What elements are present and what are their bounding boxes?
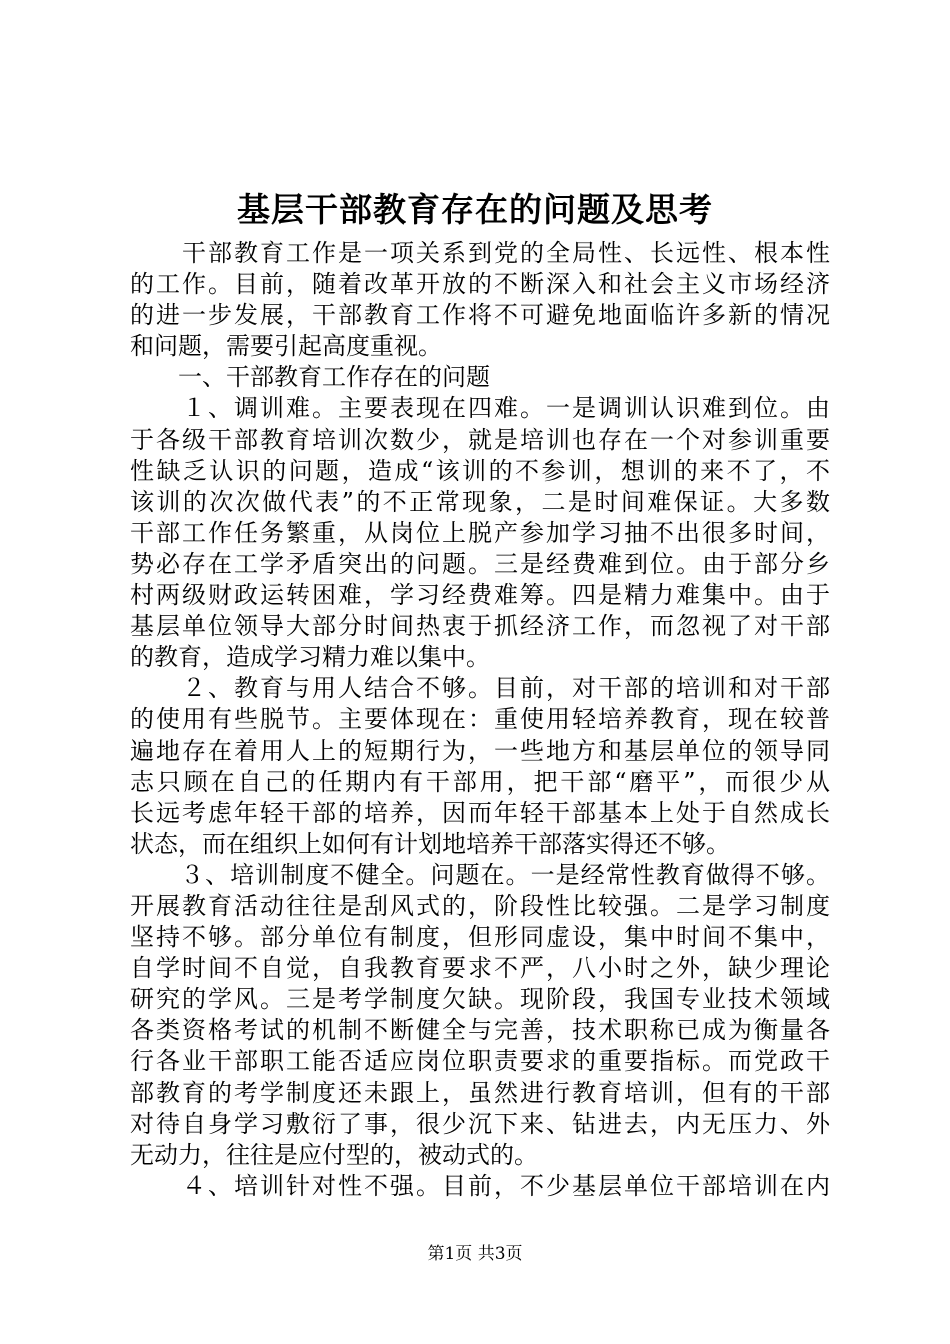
document-title: 基层干部教育存在的问题及思考 bbox=[237, 190, 713, 229]
text-line: ３、培训制度不健全。问题在。一是经常性教育做得不够。 bbox=[130, 860, 830, 889]
text-line: 干部工作任务繁重，从岗位上脱产参加学习抽不出很多时间， bbox=[130, 518, 830, 547]
text-line: 村两级财政运转困难，学习经费难筹。四是精力难集中。由于 bbox=[130, 581, 830, 610]
text-line: 一、干部教育工作存在的问题 bbox=[130, 363, 490, 392]
text-line: 干部教育工作是一项关系到党的全局性、长远性、根本性 bbox=[130, 239, 830, 267]
text-line: 的教育，造成学习精力难以集中。 bbox=[130, 643, 490, 672]
text-line: 遍地存在着用人上的短期行为，一些地方和基层单位的领导同 bbox=[130, 736, 830, 765]
text-line: 研究的学风。三是考学制度欠缺。现阶段，我国专业技术领域 bbox=[130, 985, 830, 1014]
text-line: ２、教育与用人结合不够。目前，对干部的培训和对干部 bbox=[130, 674, 830, 703]
text-line: 基层单位领导大部分时间热衷于抓经济工作，而忽视了对干部 bbox=[130, 612, 830, 641]
text-line: 状态，而在组织上如何有计划地培养干部落实得还不够。 bbox=[130, 829, 730, 858]
text-line: 和问题，需要引起高度重视。 bbox=[130, 332, 442, 361]
text-line: 势必存在工学矛盾突出的问题。三是经费难到位。由于部分乡 bbox=[130, 549, 830, 578]
text-line: 坚持不够。部分单位有制度，但形同虚设，集中时间不集中， bbox=[130, 923, 830, 952]
document-body bbox=[130, 238, 830, 1202]
text-line: 各类资格考试的机制不断健全与完善，技术职称已成为衡量各 bbox=[130, 1016, 830, 1045]
page-footer: 第1页 共3页 bbox=[427, 1244, 523, 1264]
text-line: 行各业干部职工能否适应岗位职责要求的重要指标。而党政干 bbox=[130, 1047, 830, 1076]
text-line: 的进一步发展，干部教育工作将不可避免地面临许多新的情况 bbox=[130, 301, 830, 330]
text-line: 对待自身学习敷衍了事，很少沉下来、钻进去，内无压力、外 bbox=[130, 1109, 830, 1138]
text-line: 的使用有些脱节。主要体现在：重使用轻培养教育，现在较普 bbox=[130, 705, 830, 734]
text-line: 自学时间不自觉，自我教育要求不严，八小时之外，缺少理论 bbox=[130, 954, 830, 983]
text-line: 长远考虑年轻干部的培养，因而年轻干部基本上处于自然成长 bbox=[130, 798, 830, 827]
text-line: 部教育的考学制度还未跟上，虽然进行教育培训，但有的干部 bbox=[130, 1078, 830, 1107]
text-line: 无动力，往往是应付型的，被动式的。 bbox=[130, 1140, 538, 1169]
text-line: １、调训难。主要表现在四难。一是调训认识难到位。由 bbox=[130, 394, 830, 423]
text-line: 于各级干部教育培训次数少，就是培训也存在一个对参训重要 bbox=[130, 425, 830, 454]
text-line: ４、培训针对性不强。目前，不少基层单位干部培训在内 bbox=[130, 1171, 830, 1200]
text-line: 该训的次次做代表”的不正常现象，二是时间难保证。大多数 bbox=[130, 487, 830, 516]
text-line: 的工作。目前，随着改革开放的不断深入和社会主义市场经济 bbox=[130, 270, 830, 299]
text-line: 开展教育活动往往是刮风式的，阶段性比较强。二是学习制度 bbox=[130, 891, 830, 920]
text-line: 志只顾在自己的任期内有干部用，把干部“磨平”，而很少从 bbox=[130, 767, 830, 796]
text-line: 性缺乏认识的问题，造成“该训的不参训，想训的来不了，不 bbox=[130, 456, 830, 485]
